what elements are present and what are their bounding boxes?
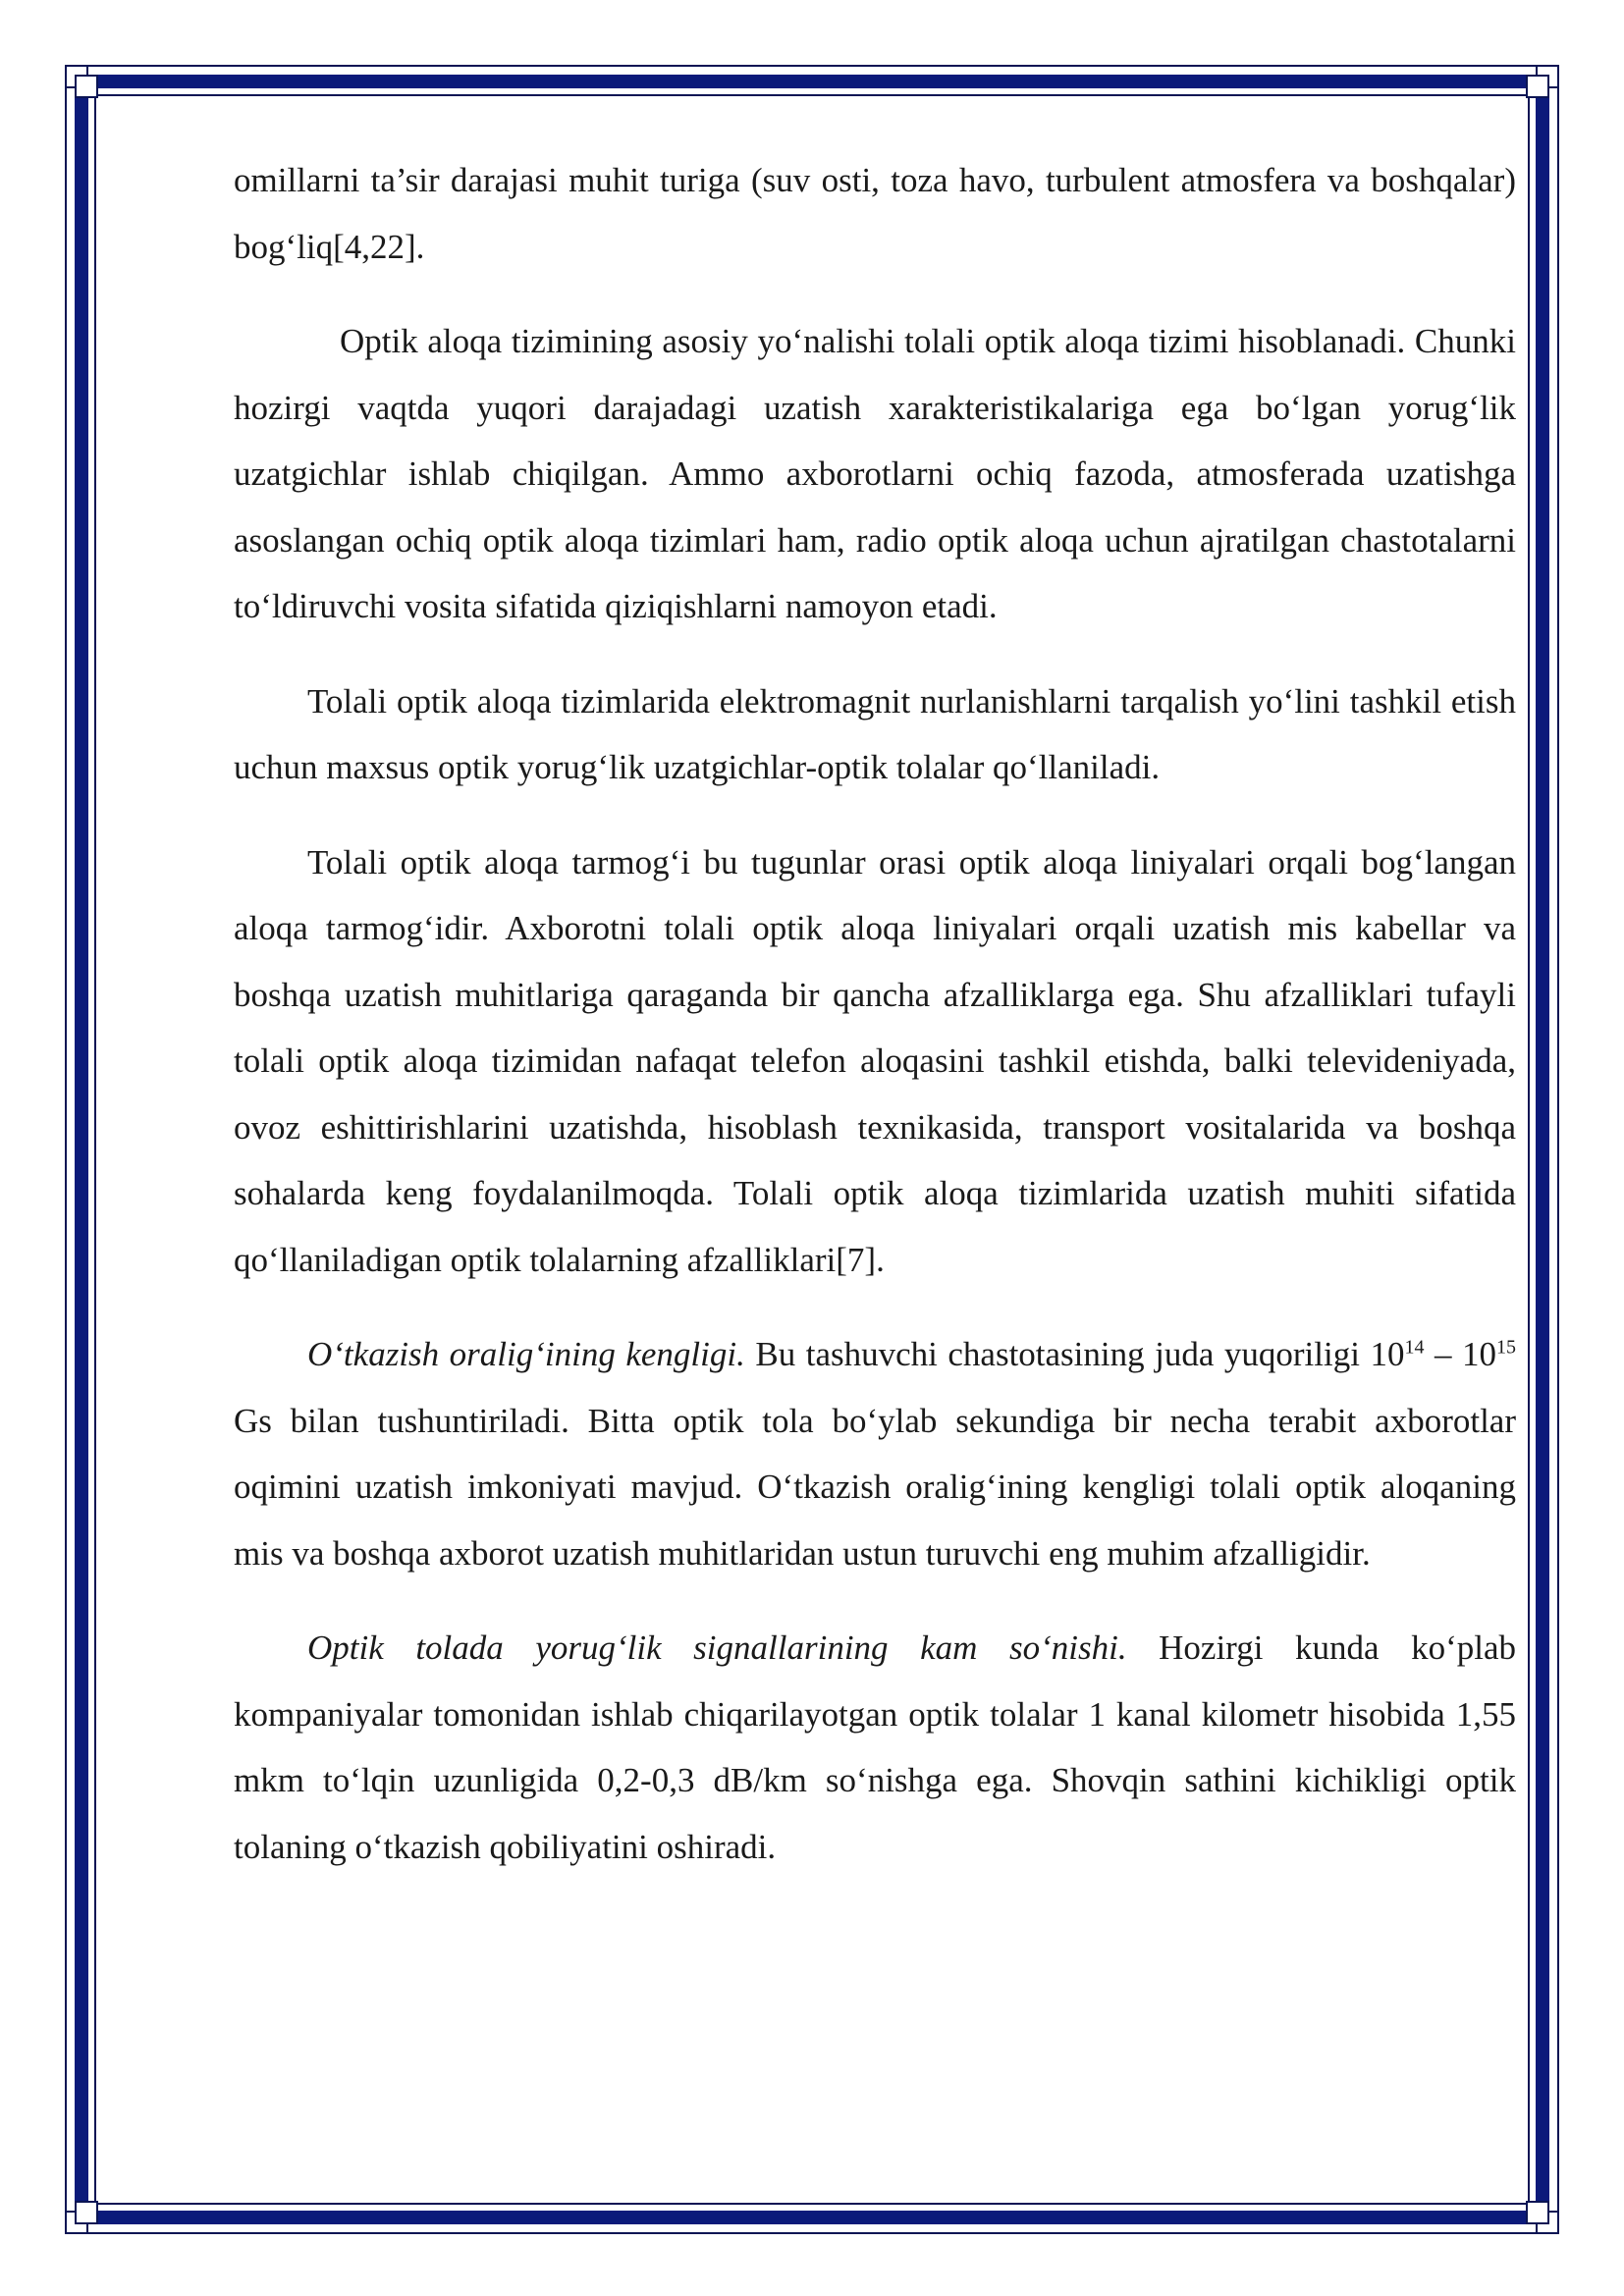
paragraph-heading: O‘tkazish oralig‘ining kengligi. — [307, 1335, 745, 1373]
paragraph-text: 10 — [1462, 1335, 1497, 1373]
paragraph: omillarni ta’sir darajasi muhit turiga (suv osti, toza havo, turbulent atmosfera va boshqalar) bog‘liq[4,22]. — [234, 161, 1516, 266]
paragraph-heading: Optik tolada yorug‘lik signallarining kam so‘nishi. — [307, 1629, 1127, 1667]
paragraph-text: Bu tashuvchi chastotasining juda yuqoriligi 10 — [744, 1335, 1405, 1373]
paragraph-text: Gs bilan tushuntiriladi. Bitta optik tola bo‘ylab sekundiga bir necha terabit axborotlar oqimini uzatish imkoniyati mavjud. O‘tkazish oralig‘ining kengligi tolali optik aloqaning mis va boshqa axborot uzatish muhitlaridan ustun turuvchi eng muhim afzalligidir. — [234, 1401, 1516, 1573]
superscript: 15 — [1496, 1336, 1517, 1359]
border-corner-ornament — [1526, 2201, 1559, 2234]
border-corner-ornament — [1526, 65, 1559, 98]
range-dash: – — [1424, 1335, 1463, 1373]
paragraph: Optik aloqa tizimining asosiy yo‘nalishi tolali optik aloqa tizimi hisoblanadi. Chunki hozirgi vaqtda yuqori darajadagi uzatish xarakteristikalariga ega bo‘lgan yorug‘lik uzatgichlar ishlab chiqilgan. Ammo axborotlarni ochiq fazoda, atmosferada uzatishga asoslangan ochiq optik aloqa tizimlari ham, radio optik aloqa uchun ajratilgan chastotalarni to‘ldiruvchi vosita sifatida qiziqishlarni namoyon etadi. — [234, 322, 1516, 625]
superscript: 14 — [1404, 1336, 1425, 1359]
paragraph: Tolali optik aloqa tizimlarida elektromagnit nurlanishlarni tarqalish yo‘lini tashkil etish uchun maxsus optik yorug‘lik uzatgichlar-optik tolalar qo‘llaniladi. — [234, 681, 1516, 786]
border-corner-ornament — [65, 2201, 98, 2234]
paragraph — [234, 1321, 1516, 1586]
document-body — [234, 147, 1516, 1908]
paragraph — [234, 1615, 1516, 1880]
paragraph: Tolali optik aloqa tarmog‘i bu tugunlar orasi optik aloqa liniyalari orqali bog‘langan aloqa tarmog‘idir. Axborotni tolali optik aloqa liniyalari orqali uzatish mis kabellar va boshqa uzatish muhitlariga qaraganda bir qancha afzalliklarga ega. Shu afzalliklari tufayli tolali optik aloqa tizimidan nafaqat telefon aloqasini tashkil etishda, balki televideniyada, ovoz eshittirishlarini uzatishda, hisoblash texnikasida, transport vositalarida va boshqa sohalarda keng foydalanilmoqda. Tolali optik aloqa tizimlarida uzatish muhiti sifatida qo‘llaniladigan optik tolalarning afzalliklari[7]. — [234, 842, 1516, 1279]
border-corner-ornament — [65, 65, 98, 98]
paragraph-text: Hozirgi kunda ko‘plab kompaniyalar tomonidan ishlab chiqarilayotgan optik tolalar 1 kanal kilometr hisobida 1,55 mkm to‘lqin uzunligida 0,2-0,3 dB/km so‘nishga ega. Shovqin sathini kichikligi optik tolaning o‘tkazish qobiliyatini oshiradi. — [234, 1629, 1516, 1866]
